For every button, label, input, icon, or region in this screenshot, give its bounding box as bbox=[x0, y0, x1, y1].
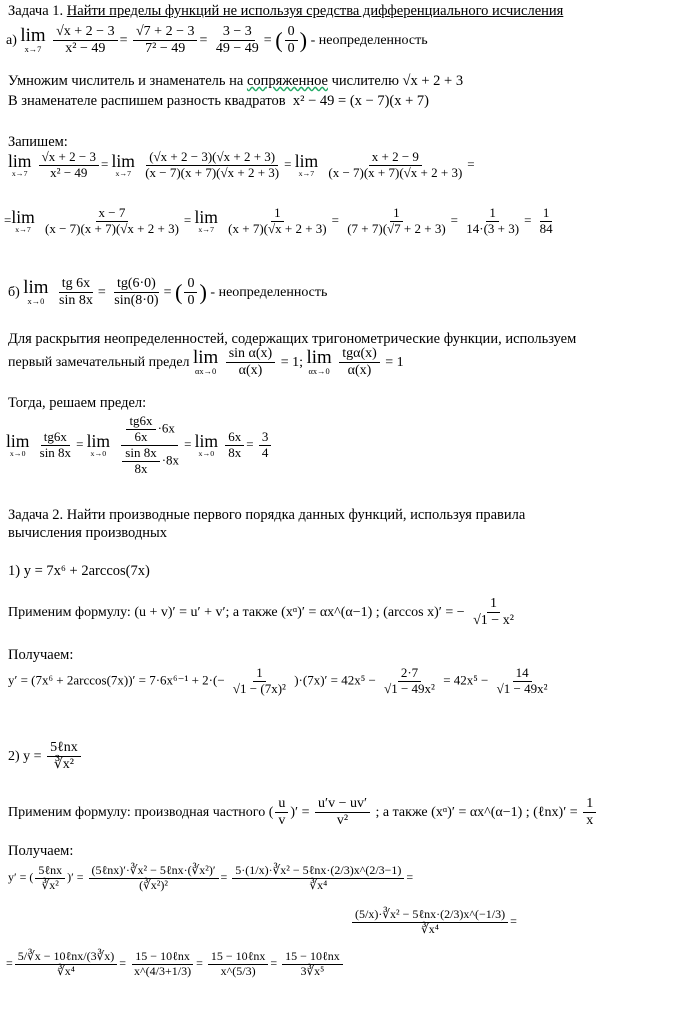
problem-1: 1) y = 7x⁶ + 2arccos(7x) bbox=[8, 563, 150, 579]
task2-title-2: вычисления производных bbox=[8, 525, 168, 541]
multiply-line: Умножим числитель и знаменатель на сопряженное числителю √x + 2 + 3 bbox=[8, 73, 464, 89]
rule-line-2: Применим формулу: производная частного ( $\frac{u}{v}$ )′ = $\frac{u'v - uv'}{\text{v²}}$ ; а также (xᵅ)′ = αx^(α−1) ; (ℓnx)′ = $\frac{1}{x}$ bbox=[8, 796, 598, 829]
task1-title-text: Найти пределы функций не используя средства дифференциального исчисления bbox=[66, 3, 564, 19]
formula-b: б) lim x→0 $\frac{tg 6x}{\sin 8x}$ = $\frac{tg(6\cdot 0)}{\sin(8\cdot 0)}$ = ( $\frac{0}{0}$ ) - неопределенность bbox=[8, 276, 328, 309]
task1-title: Задача 1. Найти пределы функций не используя средства дифференциального исчисления bbox=[8, 3, 564, 19]
formula-a: а) lim x→7 $\frac{√x + 2 - 3}{\text{x² − 49}}$ = $\frac{√7 + 2 - 3}{\text{7² − 49}}$ = $\frac{3 - 3}{49 - 49}$ = ( $\frac{0}{0}$ ) - неопределенность bbox=[6, 24, 428, 57]
task2-title: Задача 2. Найти производные первого порядка данных функций, используя правила bbox=[8, 507, 526, 523]
derivative-2-row-1: y′ = ( 5ℓnx ∛x² )′ = (5ℓnx)′·∛x² − 5ℓnx·(∛x²)′ (∛x²)² = 5·(1/x)·∛x² − 5ℓnx·(2/3)x^(2/3−1) ∛x⁴ = bbox=[8, 863, 414, 892]
diff-squares-line: В знаменателе распишем разность квадратов x² − 49 = (x − 7)(x + 7) bbox=[8, 93, 429, 109]
formula-b-solve: lim x→0 $\frac{tg6x}{\sin 8x}$ = lim x→0 $\frac{tg6x}{6x}$ ·6x $\frac{\sin 8x}{8x}$ ·8x = lim x→0 $\frac{6x}{8x}$ = $\frac{3}{4}$ bbox=[6, 414, 273, 477]
got-label-1: Получаем: bbox=[8, 647, 74, 663]
got-label-2: Получаем: bbox=[8, 843, 74, 859]
write-label: Запишем: bbox=[8, 134, 68, 150]
rule-line-1: Применим формулу: (u + v)′ = u′ + v′; а также (xᵅ)′ = αx^(α−1) ; (arccos x)′ = − $\frac{1}{\text{√1 − x²}}$ bbox=[8, 596, 514, 629]
limit-chain-1: lim x→7 $\frac{√x + 2 - 3}{\text{x² − 49}}$ = lim x→7 $\frac{(√x + 2 - 3)(√x + 2 + 3)}{(x - 7)(x + 7)(√x + 2 + 3)}$ = lim x→7 $\frac{x + 2 - 9}{(x - 7)(x + 7)(√x + 2 + 3)}$ = bbox=[8, 149, 475, 180]
derivative-1: y′ = (7x⁶ + 2arccos(7x))′ = 7·6x⁶⁻¹ + 2·(− $\frac{1}{\text{√1 − (7x)²}}$ )·(7x)′ = 42x⁵ − $\frac{2\cdot 7}{\text{√1 − 49x²}}$ = 42x⁵ − $\frac{14}{\text{√1 − 49x²}}$ bbox=[8, 665, 548, 696]
then-text: Тогда, решаем предел: bbox=[8, 395, 147, 411]
remarkable-limit: первый замечательный предел lim αx→0 $\frac{\text{sin α(x)}}{\alpha(x)}$ = 1; lim αx→0 tgα(x) α(x) = 1 bbox=[8, 346, 404, 379]
derivative-2-row-2: = 5/∛x − 10ℓnx/(3∛x) ∛x⁴ = 15 − 10ℓnx x^(4/3+1/3) = 15 − 10ℓnx x^(5/3) = 15 − 10ℓnx 3∛x⁵ bbox=[6, 950, 345, 979]
limit-chain-2: = lim x→7 $\frac{x - 7}{(x - 7)(x + 7)(√x + 2 + 3)}$ = lim x→7 $\frac{1}{(x + 7)(√x + 2 + 3)}$ = $\frac{1}{(7 + 7)(√7 + 2 + 3)}$ = $\frac{1}{14\cdot(3 + 3)}$ = $\frac{1}{84}$ bbox=[4, 205, 553, 236]
problem-2: 2) y = 5ℓnx ∛x² bbox=[8, 740, 83, 773]
derivative-2-row-1b: (5/x)·∛x² − 5ℓnx·(2/3)x^(−1/3) ∛x⁴ = bbox=[350, 908, 517, 937]
trig-text-1: Для раскрытия неопределенностей, содержащих тригонометрические функции, используем bbox=[8, 331, 577, 347]
